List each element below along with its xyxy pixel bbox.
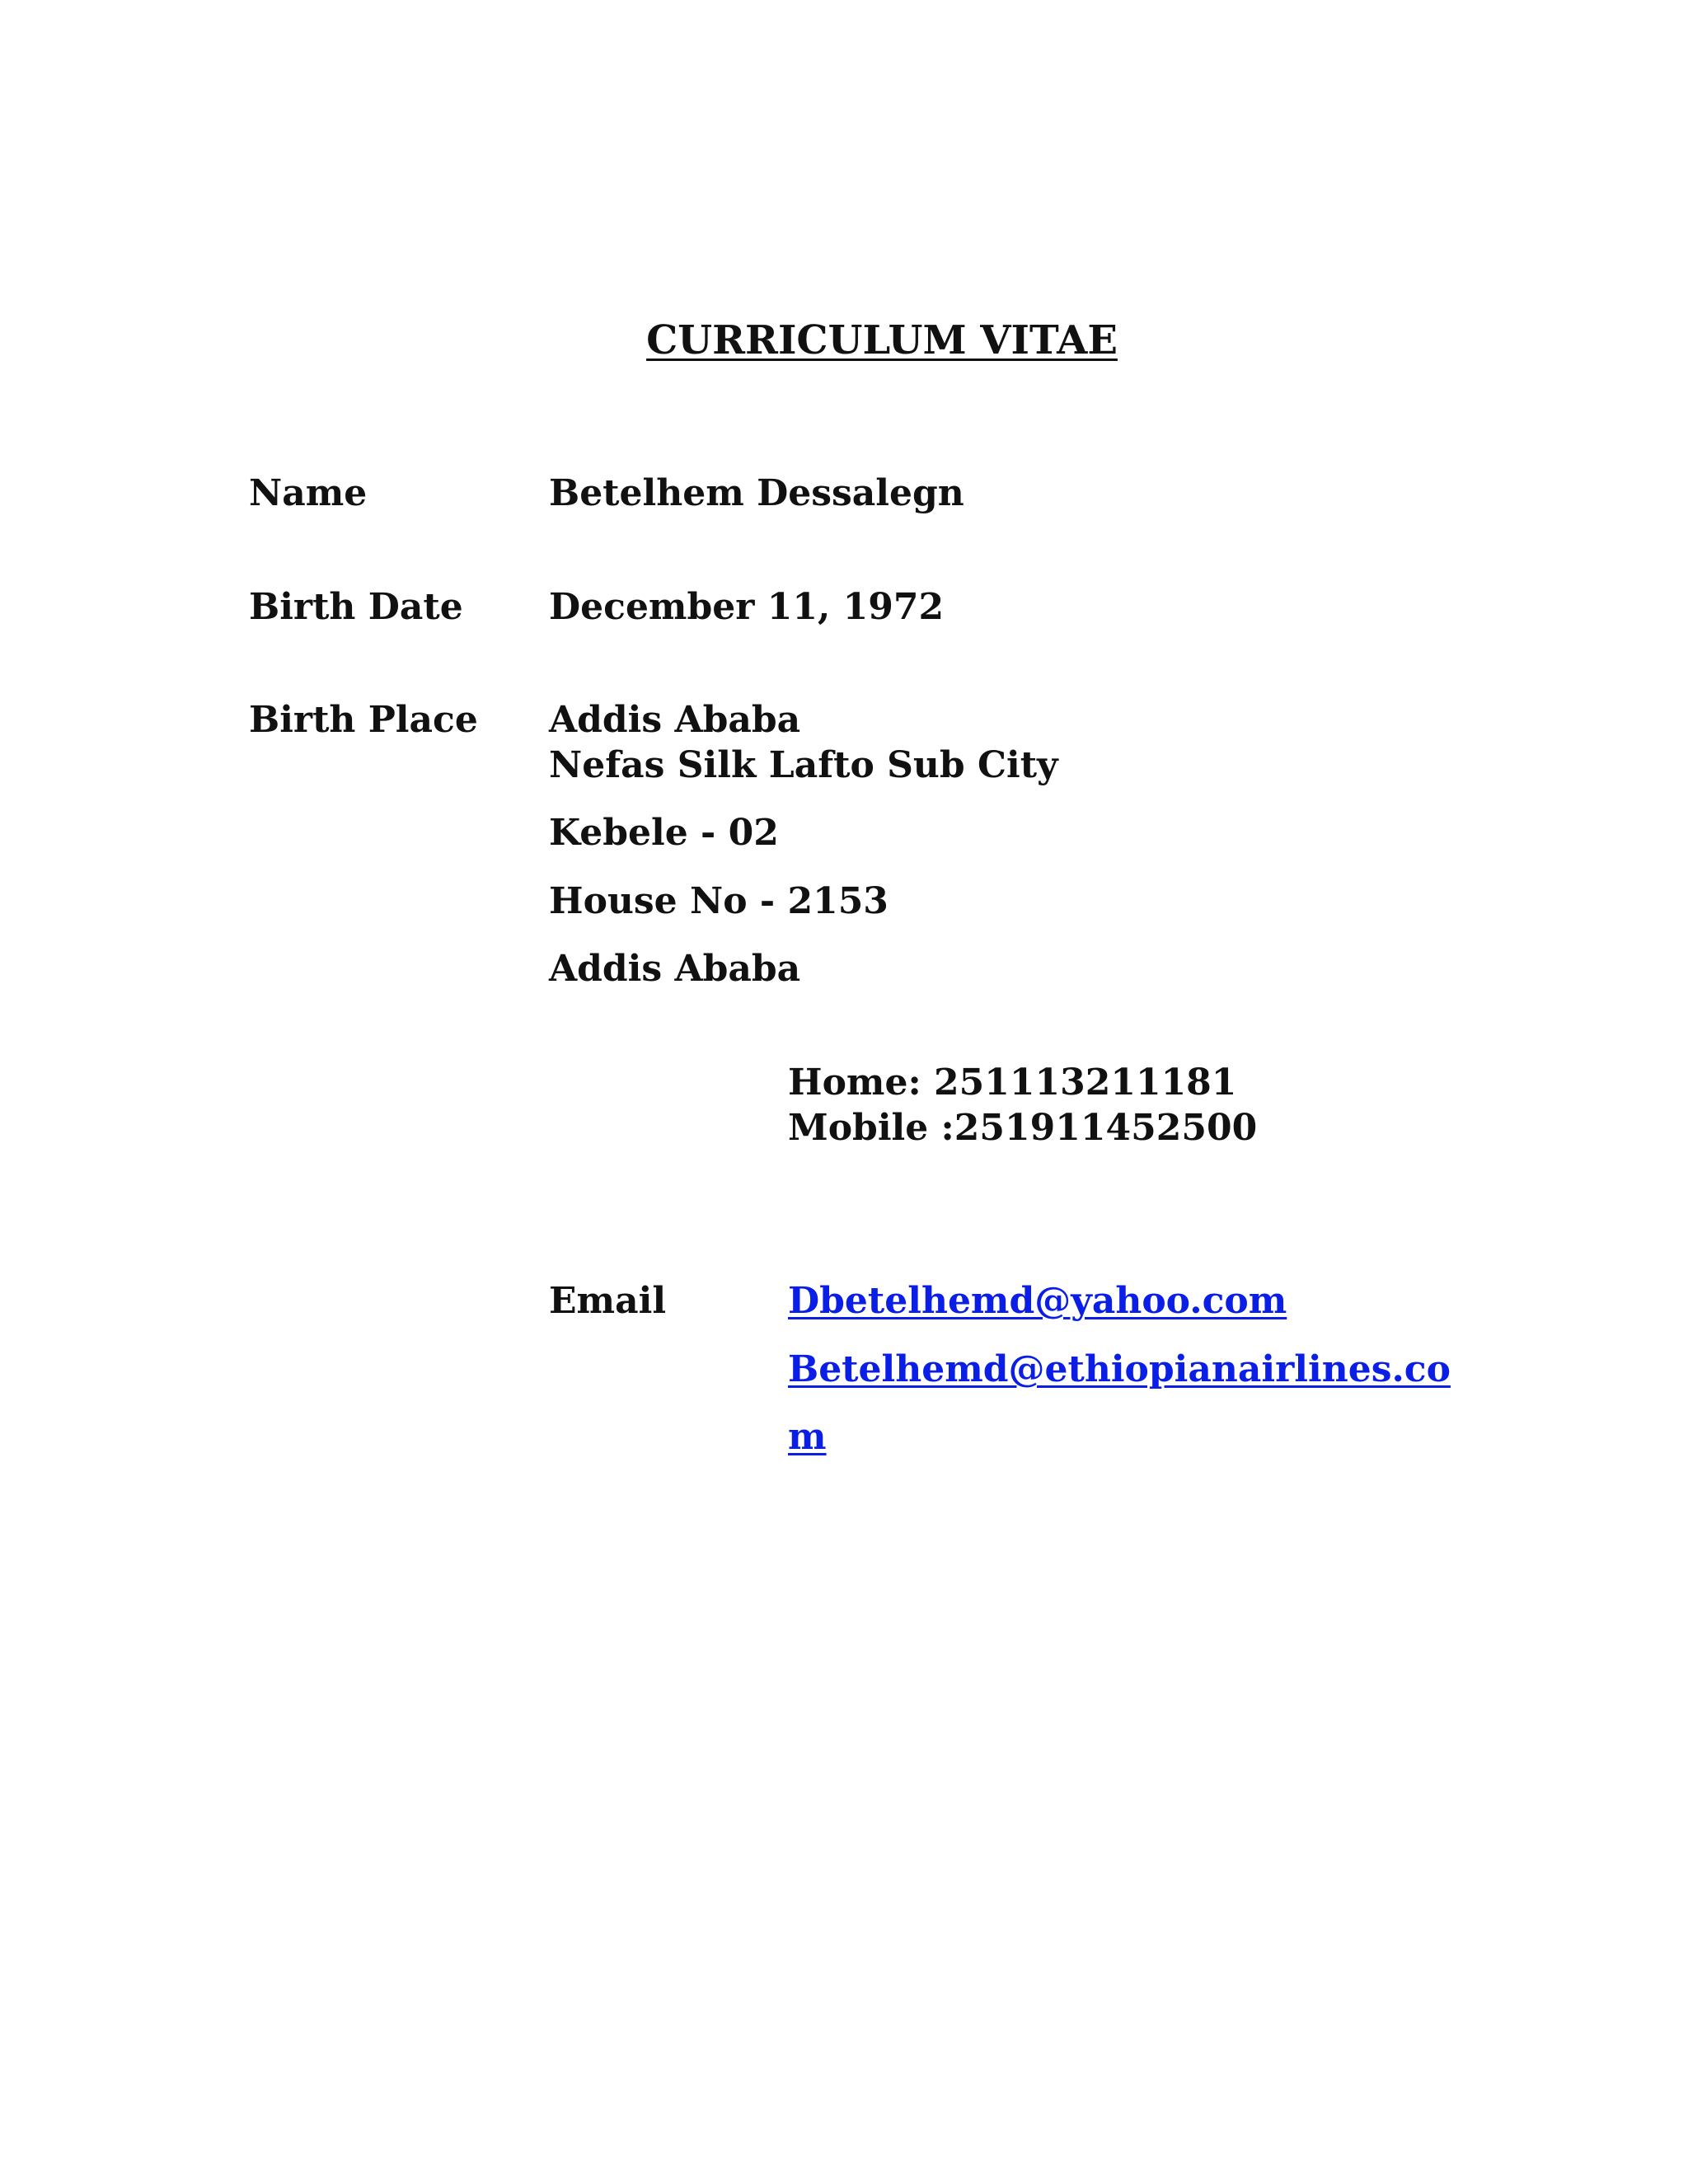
- document-title: CURRICULUM VITAE: [646, 317, 1118, 363]
- birth-date-label: Birth Date: [249, 586, 463, 628]
- name-label: Name: [249, 472, 368, 514]
- birth-place-house-no: House No - 2153: [549, 880, 889, 922]
- email-link-yahoo[interactable]: Dbetelhemd@yahoo.com: [788, 1280, 1287, 1322]
- birth-date-value: December 11, 1972: [549, 586, 945, 628]
- email-label: Email: [549, 1280, 667, 1322]
- birth-place-subcity: Nefas Silk Lafto Sub City: [549, 744, 1058, 786]
- mobile-phone: Mobile :251911452500: [788, 1107, 1258, 1149]
- email-link-ethiopian-airlines-continued[interactable]: m: [788, 1416, 827, 1458]
- birth-place-kebele: Kebele - 02: [549, 812, 779, 854]
- birth-place-city-repeat: Addis Ababa: [549, 948, 801, 990]
- email-link-ethiopian-airlines[interactable]: Betelhemd@ethiopianairlines.co: [788, 1348, 1451, 1390]
- name-value: Betelhem Dessalegn: [549, 472, 964, 514]
- home-phone: Home: 251113211181: [788, 1062, 1237, 1104]
- birth-place-city: Addis Ababa: [549, 699, 801, 741]
- birth-place-label: Birth Place: [249, 699, 478, 741]
